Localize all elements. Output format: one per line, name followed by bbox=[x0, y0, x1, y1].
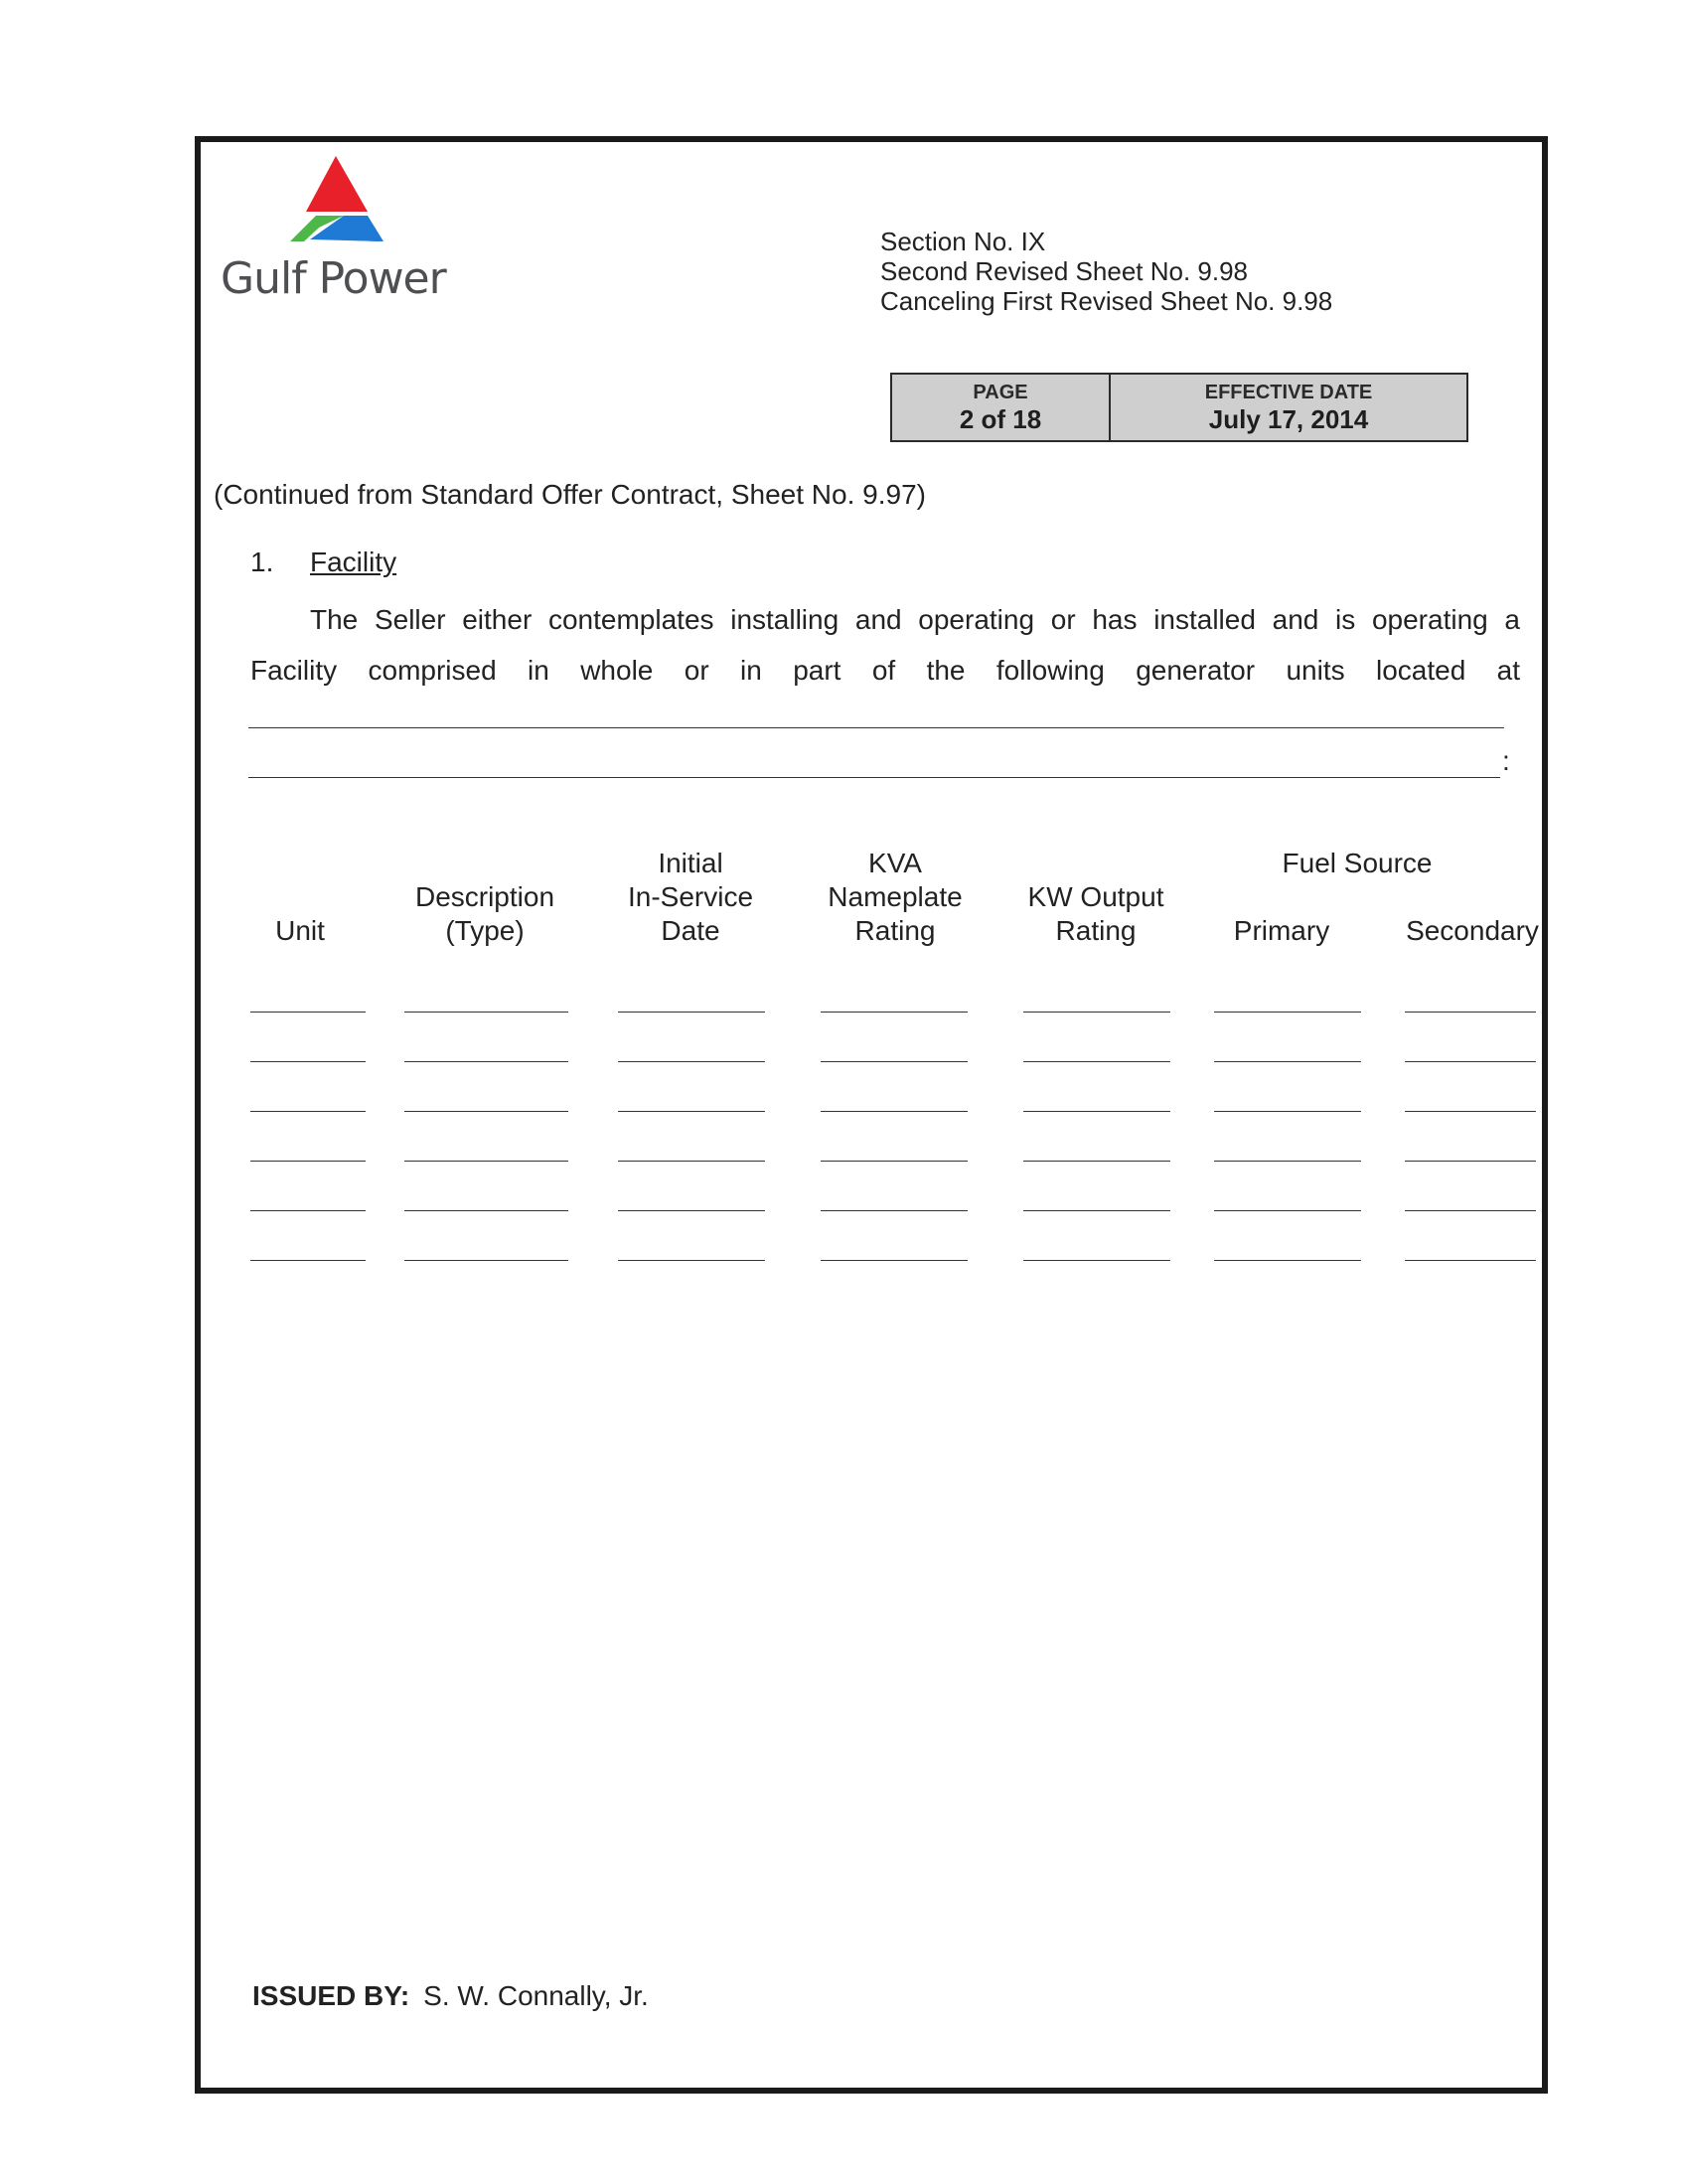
table-blank-cell-line bbox=[404, 1061, 568, 1062]
table-blank-cell-line bbox=[821, 1210, 968, 1211]
table-blank-cell-line bbox=[404, 1161, 568, 1162]
table-blank-cell-line bbox=[1023, 1260, 1170, 1261]
canceling-sheet: Canceling First Revised Sheet No. 9.98 bbox=[880, 286, 1333, 316]
col-header-description bbox=[395, 880, 574, 948]
table-blank-cell-line bbox=[821, 1061, 968, 1062]
issued-by-name: S. W. Connally, Jr. bbox=[423, 1980, 649, 2011]
table-blank-cell-line bbox=[1405, 1061, 1536, 1062]
table-blank-cell-line bbox=[1214, 1111, 1361, 1112]
section-number: Section No. IX bbox=[880, 227, 1046, 256]
location-colon: : bbox=[1502, 745, 1510, 776]
table-blank-cell-line bbox=[250, 1161, 366, 1162]
page-cell bbox=[892, 375, 1111, 440]
col-header-description-line1: Description bbox=[414, 881, 555, 912]
col-header-kva-line2: Nameplate bbox=[828, 881, 963, 912]
location-blank-line-2 bbox=[248, 777, 1500, 778]
table-blank-cell-line bbox=[618, 1161, 765, 1162]
col-header-kva-line3: Rating bbox=[854, 915, 936, 946]
section-info bbox=[880, 227, 1332, 316]
effective-date-value: July 17, 2014 bbox=[1208, 404, 1369, 434]
table-blank-cell-line bbox=[1405, 1111, 1536, 1112]
col-header-description-line2: (Type) bbox=[445, 915, 525, 946]
col-header-primary: Primary bbox=[1233, 915, 1330, 946]
col-header-unit: Unit bbox=[275, 915, 325, 946]
table-blank-cell-line bbox=[618, 1061, 765, 1062]
gulf-power-logo-icon bbox=[288, 154, 387, 243]
continued-note: (Continued from Standard Offer Contract, Sheet No. 9.97) bbox=[214, 479, 926, 510]
table-blank-cell-line bbox=[821, 1012, 968, 1013]
table-blank-cell-line bbox=[1214, 1061, 1361, 1062]
item-number: 1. bbox=[250, 546, 274, 577]
col-header-kw bbox=[1011, 880, 1180, 948]
table-blank-cell-line bbox=[250, 1012, 366, 1013]
location-blank-line-1 bbox=[248, 727, 1504, 728]
table-blank-cell-line bbox=[821, 1260, 968, 1261]
col-header-secondary: Secondary bbox=[1406, 915, 1539, 946]
table-blank-cell-line bbox=[1214, 1260, 1361, 1261]
table-blank-cell-line bbox=[1405, 1161, 1536, 1162]
effective-date-label: EFFECTIVE DATE bbox=[1204, 382, 1373, 403]
facility-text-line1: The Seller either contemplates installing and operating or has installed and is operating a bbox=[310, 604, 1520, 635]
page-value: 2 of 18 bbox=[959, 404, 1042, 434]
table-blank-cell-line bbox=[618, 1260, 765, 1261]
sheet-number: Second Revised Sheet No. 9.98 bbox=[880, 256, 1249, 286]
page-date-box bbox=[890, 373, 1468, 442]
table-blank-cell-line bbox=[821, 1111, 968, 1112]
page-label: PAGE bbox=[973, 382, 1028, 403]
table-blank-cell-line bbox=[250, 1210, 366, 1211]
table-blank-cell-line bbox=[1405, 1260, 1536, 1261]
issued-by bbox=[252, 1980, 649, 2012]
table-blank-cell-line bbox=[1023, 1111, 1170, 1112]
table-blank-cell-line bbox=[404, 1111, 568, 1112]
table-blank-cell-line bbox=[1214, 1210, 1361, 1211]
gulf-power-logo bbox=[221, 154, 459, 313]
table-blank-cell-line bbox=[404, 1210, 568, 1211]
table-blank-cell-line bbox=[1023, 1012, 1170, 1013]
col-header-kva-line1: KVA bbox=[868, 848, 922, 878]
issued-by-label: ISSUED BY: bbox=[252, 1980, 410, 2011]
table-blank-cell-line bbox=[821, 1161, 968, 1162]
col-header-kva bbox=[811, 847, 980, 948]
table-blank-cell-line bbox=[1405, 1210, 1536, 1211]
table-blank-cell-line bbox=[1405, 1012, 1536, 1013]
table-blank-cell-line bbox=[250, 1111, 366, 1112]
table-blank-cell-line bbox=[404, 1012, 568, 1013]
table-blank-cell-line bbox=[404, 1260, 568, 1261]
col-header-fuel-source: Fuel Source bbox=[1282, 848, 1433, 878]
table-blank-cell-line bbox=[618, 1012, 765, 1013]
item-heading bbox=[250, 546, 396, 578]
table-blank-cell-line bbox=[1023, 1210, 1170, 1211]
col-header-kw-line2: Rating bbox=[1055, 915, 1137, 946]
table-blank-cell-line bbox=[1214, 1012, 1361, 1013]
effective-date-cell bbox=[1111, 375, 1466, 440]
logo-wordmark: Gulf Power bbox=[221, 253, 446, 304]
col-header-kw-line1: KW Output bbox=[1027, 881, 1164, 912]
col-header-in-service bbox=[606, 847, 775, 948]
table-blank-cell-line bbox=[618, 1210, 765, 1211]
item-title: Facility bbox=[310, 546, 397, 577]
facility-text-line2: Facility comprised in whole or in part of the following generator units located at bbox=[250, 655, 1520, 686]
col-header-in-service-line3: Date bbox=[661, 915, 720, 946]
table-blank-cell-line bbox=[1214, 1161, 1361, 1162]
table-blank-cell-line bbox=[250, 1260, 366, 1261]
table-blank-cell-line bbox=[1023, 1161, 1170, 1162]
table-blank-cell-line bbox=[618, 1111, 765, 1112]
table-blank-cell-line bbox=[1023, 1061, 1170, 1062]
table-blank-cell-line bbox=[250, 1061, 366, 1062]
col-header-in-service-line1: Initial bbox=[658, 848, 723, 878]
col-header-in-service-line2: In-Service bbox=[627, 881, 754, 912]
